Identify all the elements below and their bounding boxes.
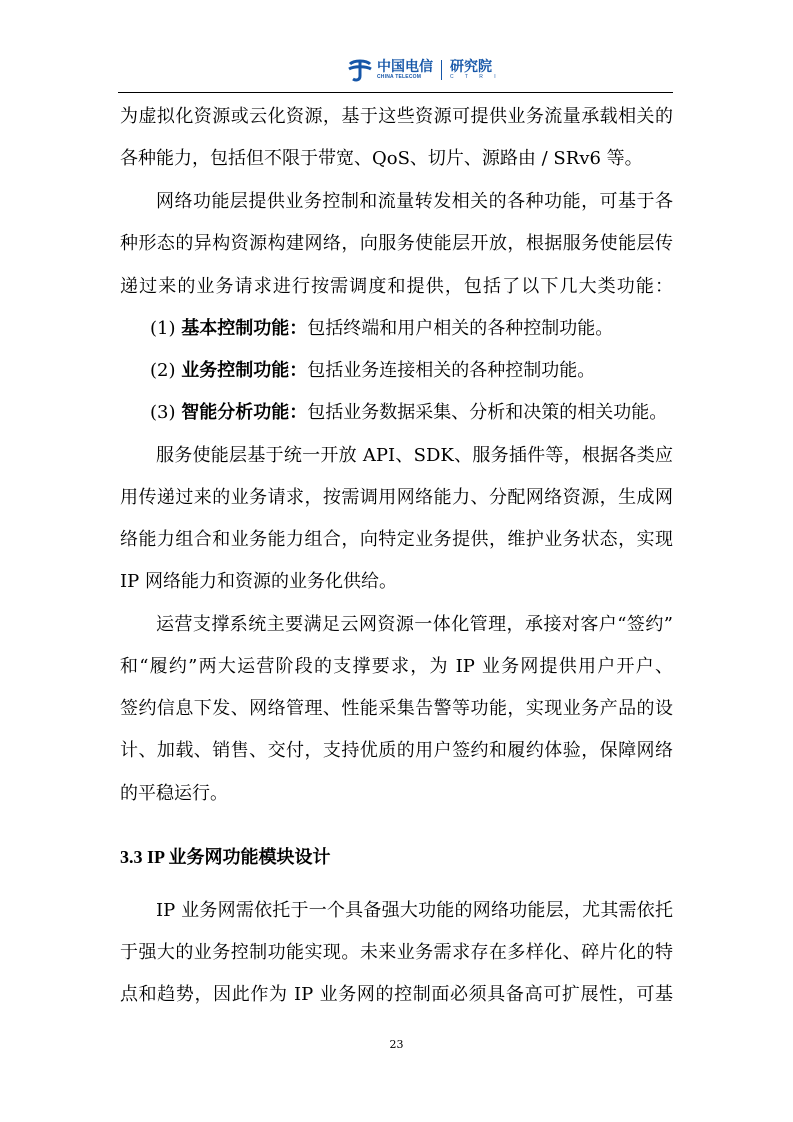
paragraph-line: 运营支撑系统主要满足云网资源一体化管理，承接对客户“签约” <box>156 614 673 635</box>
header-logo <box>347 58 501 82</box>
item-number: (1) <box>150 318 182 339</box>
institute-en: C T R I <box>450 74 501 80</box>
paragraph-line: 签约信息下发、网络管理、性能采集告警等功能，实现业务产品的设 <box>120 698 673 719</box>
paragraph-line: 的平稳运行。 <box>120 783 228 804</box>
logo-en: CHINA TELECOM <box>377 74 422 80</box>
item-text: 包括业务连接相关的各种控制功能。 <box>307 360 596 381</box>
institute-cn: 研究院 <box>450 59 492 75</box>
section-heading: 3.3 IP 业务网功能模块设计 <box>120 847 331 867</box>
paragraph-line: 为虚拟化资源或云化资源，基于这些资源可提供业务流量承载相关的 <box>120 106 673 127</box>
china-telecom-logo-icon <box>347 58 373 82</box>
paragraph-line: 网络功能层提供业务控制和流量转发相关的各种功能，可基于各 <box>156 191 673 212</box>
list-item <box>150 401 673 425</box>
header-rule <box>118 92 673 93</box>
item-title: 智能分析功能： <box>181 402 308 423</box>
paragraph-line: 递过来的业务请求进行按需调度和提供，包括了以下几大类功能： <box>120 276 673 297</box>
paragraph-line: 点和趋势，因此作为 IP 业务网的控制面必须具备高可扩展性，可基 <box>120 984 673 1005</box>
item-text: 包括业务数据采集、分析和决策的相关功能。 <box>307 402 668 423</box>
list-item <box>150 359 673 383</box>
item-title: 基本控制功能： <box>181 318 308 339</box>
logo-separator <box>441 60 442 80</box>
paragraph-line: IP 网络能力和资源的业务化供给。 <box>120 571 397 592</box>
paragraph-line: IP 业务网需依托于一个具备强大功能的网络功能层，尤其需依托 <box>156 900 673 921</box>
list-item <box>150 317 673 341</box>
paragraph-line: 用传递过来的业务请求，按需调用网络能力、分配网络资源，生成网 <box>120 487 673 508</box>
item-title: 业务控制功能： <box>181 360 308 381</box>
paragraph-line: 各种能力，包括但不限于带宽、QoS、切片、源路由 / SRv6 等。 <box>120 148 643 169</box>
paragraph-line: 种形态的异构资源构建网络，向服务使能层开放，根据服务使能层传 <box>120 233 673 254</box>
item-number: (2) <box>150 360 182 381</box>
item-text: 包括终端和用户相关的各种控制功能。 <box>307 318 614 339</box>
paragraph-line: 和“履约”两大运营阶段的支撑要求，为 IP 业务网提供用户开户、 <box>120 656 673 677</box>
paragraph-line: 服务使能层基于统一开放 API、SDK、服务插件等，根据各类应 <box>156 445 673 466</box>
item-number: (3) <box>150 402 182 423</box>
paragraph-line: 计、加载、销售、交付，支持优质的用户签约和履约体验，保障网络 <box>120 740 673 761</box>
paragraph-line: 于强大的业务控制功能实现。未来业务需求存在多样化、碎片化的特 <box>120 942 673 963</box>
page-number: 23 <box>389 1038 404 1051</box>
paragraph-line: 络能力组合和业务能力组合，向特定业务提供，维护业务状态，实现 <box>120 529 673 550</box>
logo-cn: 中国电信 <box>377 59 433 75</box>
